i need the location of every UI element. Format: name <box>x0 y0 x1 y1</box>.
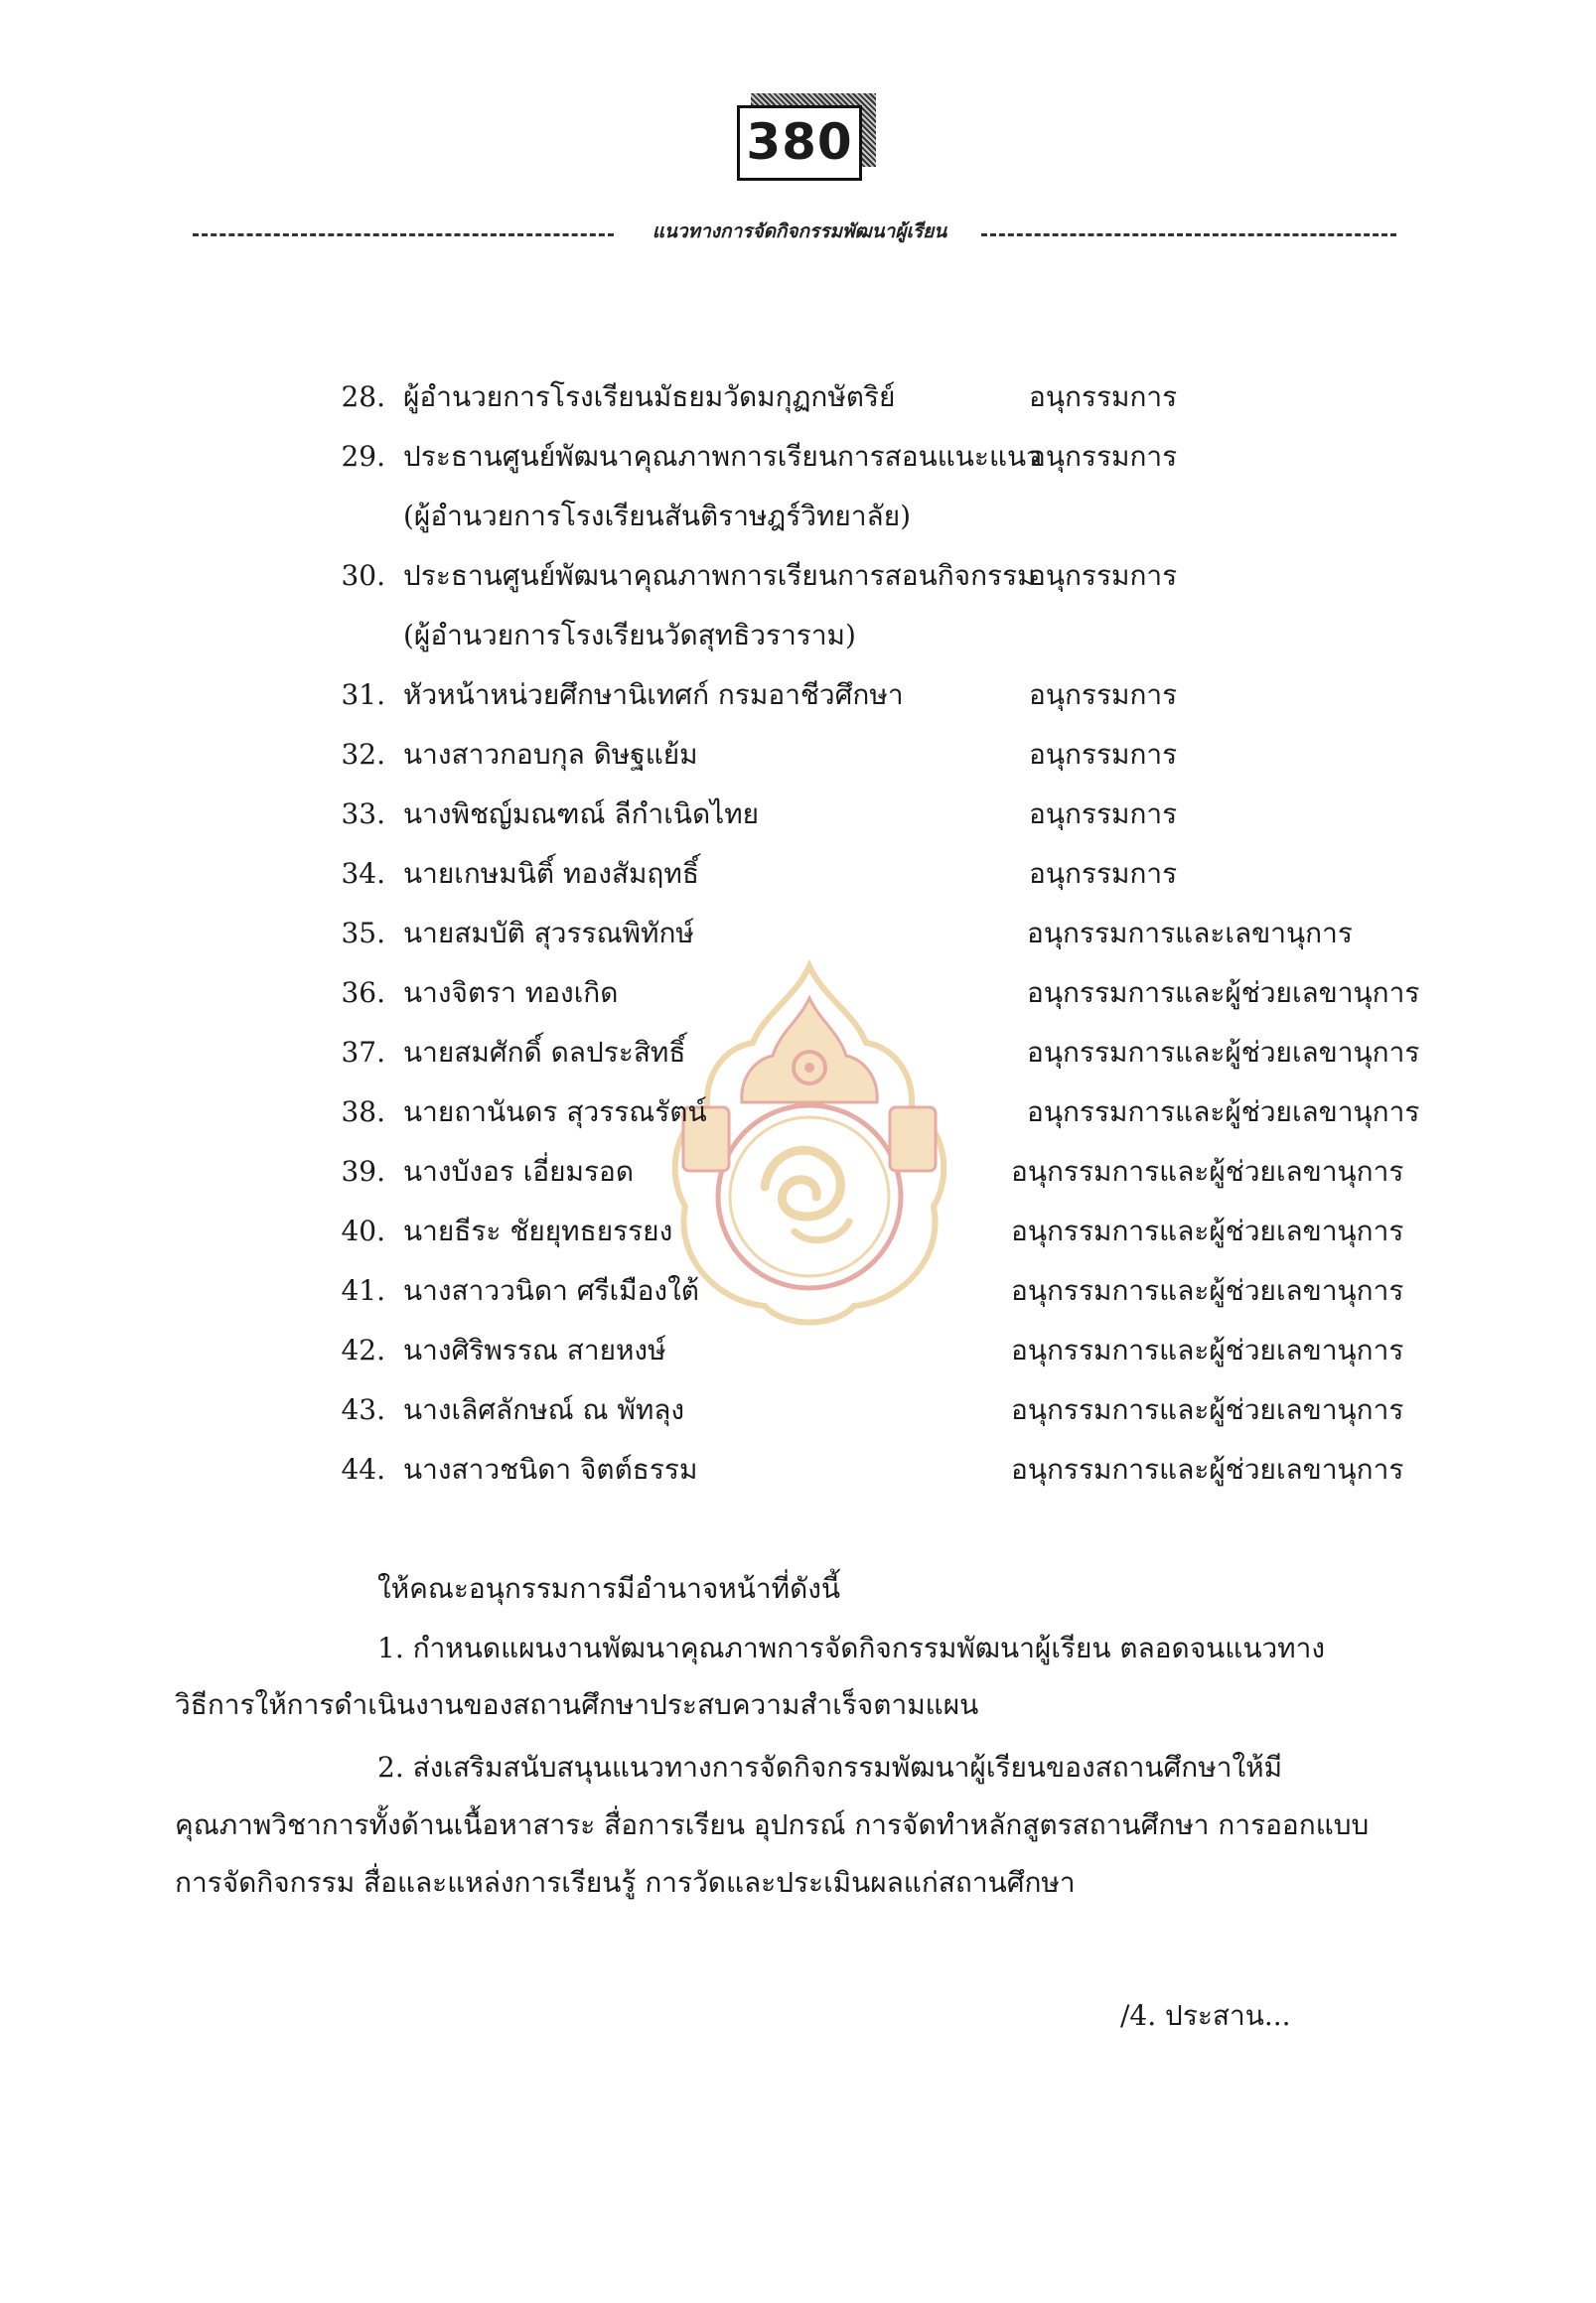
member-name: นางบังอร เอี่ยมรอด <box>403 1155 635 1188</box>
member-number: 32. <box>341 738 385 771</box>
member-number: 34. <box>341 857 385 890</box>
member-name: หัวหน้าหน่วยศึกษานิเทศก์ กรมอาชีวศึกษา <box>403 678 904 711</box>
member-number: 35. <box>341 917 385 949</box>
member-name: นายสมบัติ สุวรรณพิทักษ์ <box>403 917 694 949</box>
member-role: อนุกรรมการและผู้ช่วยเลขานุการ <box>1011 1274 1404 1307</box>
member-role: อนุกรรมการและเลขานุการ <box>1027 917 1353 949</box>
member-number: 37. <box>341 1036 385 1069</box>
member-role: อนุกรรมการและผู้ช่วยเลขานุการ <box>1011 1393 1404 1426</box>
member-name: ประธานศูนย์พัฒนาคุณภาพการเรียนการสอนกิจกรรม <box>403 559 1036 592</box>
continuation-note: /4. ประสาน... <box>1120 1999 1291 2032</box>
duty-2-line-2: คุณภาพวิชาการทั้งด้านเนื้อหาสาระ สื่อการเรียน อุปกรณ์ การจัดทำหลักสูตรสถานศึกษา การออกแบบ <box>175 1808 1370 1841</box>
member-name: นายถานันดร สุวรรณรัตน์ <box>403 1095 707 1128</box>
member-number: 30. <box>341 559 385 592</box>
member-name: นางพิชญ์มณฑณ์ ลีกำเนิดไทย <box>403 797 760 830</box>
member-number: 31. <box>341 678 385 711</box>
member-role: อนุกรรมการและผู้ช่วยเลขานุการ <box>1027 1095 1420 1128</box>
member-name: นางจิตรา ทองเกิด <box>403 976 619 1009</box>
member-role: อนุกรรมการและผู้ช่วยเลขานุการ <box>1011 1334 1404 1367</box>
member-number: 28. <box>341 380 385 413</box>
member-role: อนุกรรมการ <box>1029 857 1178 890</box>
member-number: 40. <box>341 1215 385 1247</box>
member-role: อนุกรรมการ <box>1029 380 1178 413</box>
page-number-box <box>737 99 872 185</box>
running-header <box>193 216 1396 246</box>
member-number: 36. <box>341 976 385 1009</box>
member-number: 33. <box>341 797 385 830</box>
member-name: นายธีระ ชัยยุทธยรรยง <box>403 1215 673 1247</box>
member-name: นางสาววนิดา ศรีเมืองใต้ <box>403 1274 699 1307</box>
member-number: 43. <box>341 1393 385 1426</box>
running-header-title: แนวทางการจัดกิจกรรมพัฒนาผู้เรียน <box>652 220 947 242</box>
member-role: อนุกรรมการและผู้ช่วยเลขานุการ <box>1011 1215 1404 1247</box>
header-divider-right <box>981 233 1396 236</box>
page-number: 380 <box>737 105 862 181</box>
member-role: อนุกรรมการ <box>1029 797 1178 830</box>
member-number: 41. <box>341 1274 385 1307</box>
member-role: อนุกรรมการ <box>1029 440 1178 473</box>
member-name: ประธานศูนย์พัฒนาคุณภาพการเรียนการสอนแนะแนว <box>403 440 1042 473</box>
member-role: อนุกรรมการและผู้ช่วยเลขานุการ <box>1027 1036 1420 1069</box>
member-affiliation: (ผู้อำนวยการโรงเรียนวัดสุทธิวราราม) <box>403 619 856 651</box>
member-affiliation: (ผู้อำนวยการโรงเรียนสันติราษฎร์วิทยาลัย) <box>403 500 912 532</box>
duty-1-line-2: วิธีการให้การดำเนินงานของสถานศึกษาประสบความสำเร็จตามแผน <box>175 1688 979 1721</box>
member-role: อนุกรรมการและผู้ช่วยเลขานุการ <box>1011 1155 1404 1188</box>
member-number: 38. <box>341 1095 385 1128</box>
member-role: อนุกรรมการ <box>1029 678 1178 711</box>
member-name: ผู้อำนวยการโรงเรียนมัธยมวัดมกุฏกษัตริย์ <box>403 380 896 413</box>
member-name: นางสาวกอบกุล ดิษฐแย้ม <box>403 738 698 771</box>
member-role: อนุกรรมการและผู้ช่วยเลขานุการ <box>1011 1453 1404 1486</box>
member-number: 44. <box>341 1453 385 1486</box>
member-number: 39. <box>341 1155 385 1188</box>
member-name: นางศิริพรรณ สายหงษ์ <box>403 1334 666 1367</box>
duty-1-line-1: 1. กำหนดแผนงานพัฒนาคุณภาพการจัดกิจกรรมพัฒนาผู้เรียน ตลอดจนแนวทาง <box>377 1632 1326 1664</box>
member-name: นายเกษมนิติ์ ทองสัมฤทธิ์ <box>403 857 699 890</box>
member-number: 29. <box>341 440 385 473</box>
duties-intro: ให้คณะอนุกรรมการมีอำนาจหน้าที่ดังนี้ <box>377 1572 841 1605</box>
member-role: อนุกรรมการ <box>1029 738 1178 771</box>
duty-2-line-1: 2. ส่งเสริมสนับสนุนแนวทางการจัดกิจกรรมพัฒนาผู้เรียนของสถานศึกษาให้มี <box>377 1751 1283 1784</box>
duty-2-line-3: การจัดกิจกรรม สื่อและแหล่งการเรียนรู้ การวัดและประเมินผลแก่สถานศึกษา <box>175 1866 1076 1899</box>
member-role: อนุกรรมการและผู้ช่วยเลขานุการ <box>1027 976 1420 1009</box>
member-name: นางสาวชนิดา จิตต์ธรรม <box>403 1453 698 1486</box>
member-number: 42. <box>341 1334 385 1367</box>
member-name: นายสมศักดิ์ ดลประสิทธิ์ <box>403 1036 686 1069</box>
header-divider-left <box>193 233 614 236</box>
member-role: อนุกรรมการ <box>1029 559 1178 592</box>
member-name: นางเลิศลักษณ์ ณ พัทลุง <box>403 1393 685 1426</box>
